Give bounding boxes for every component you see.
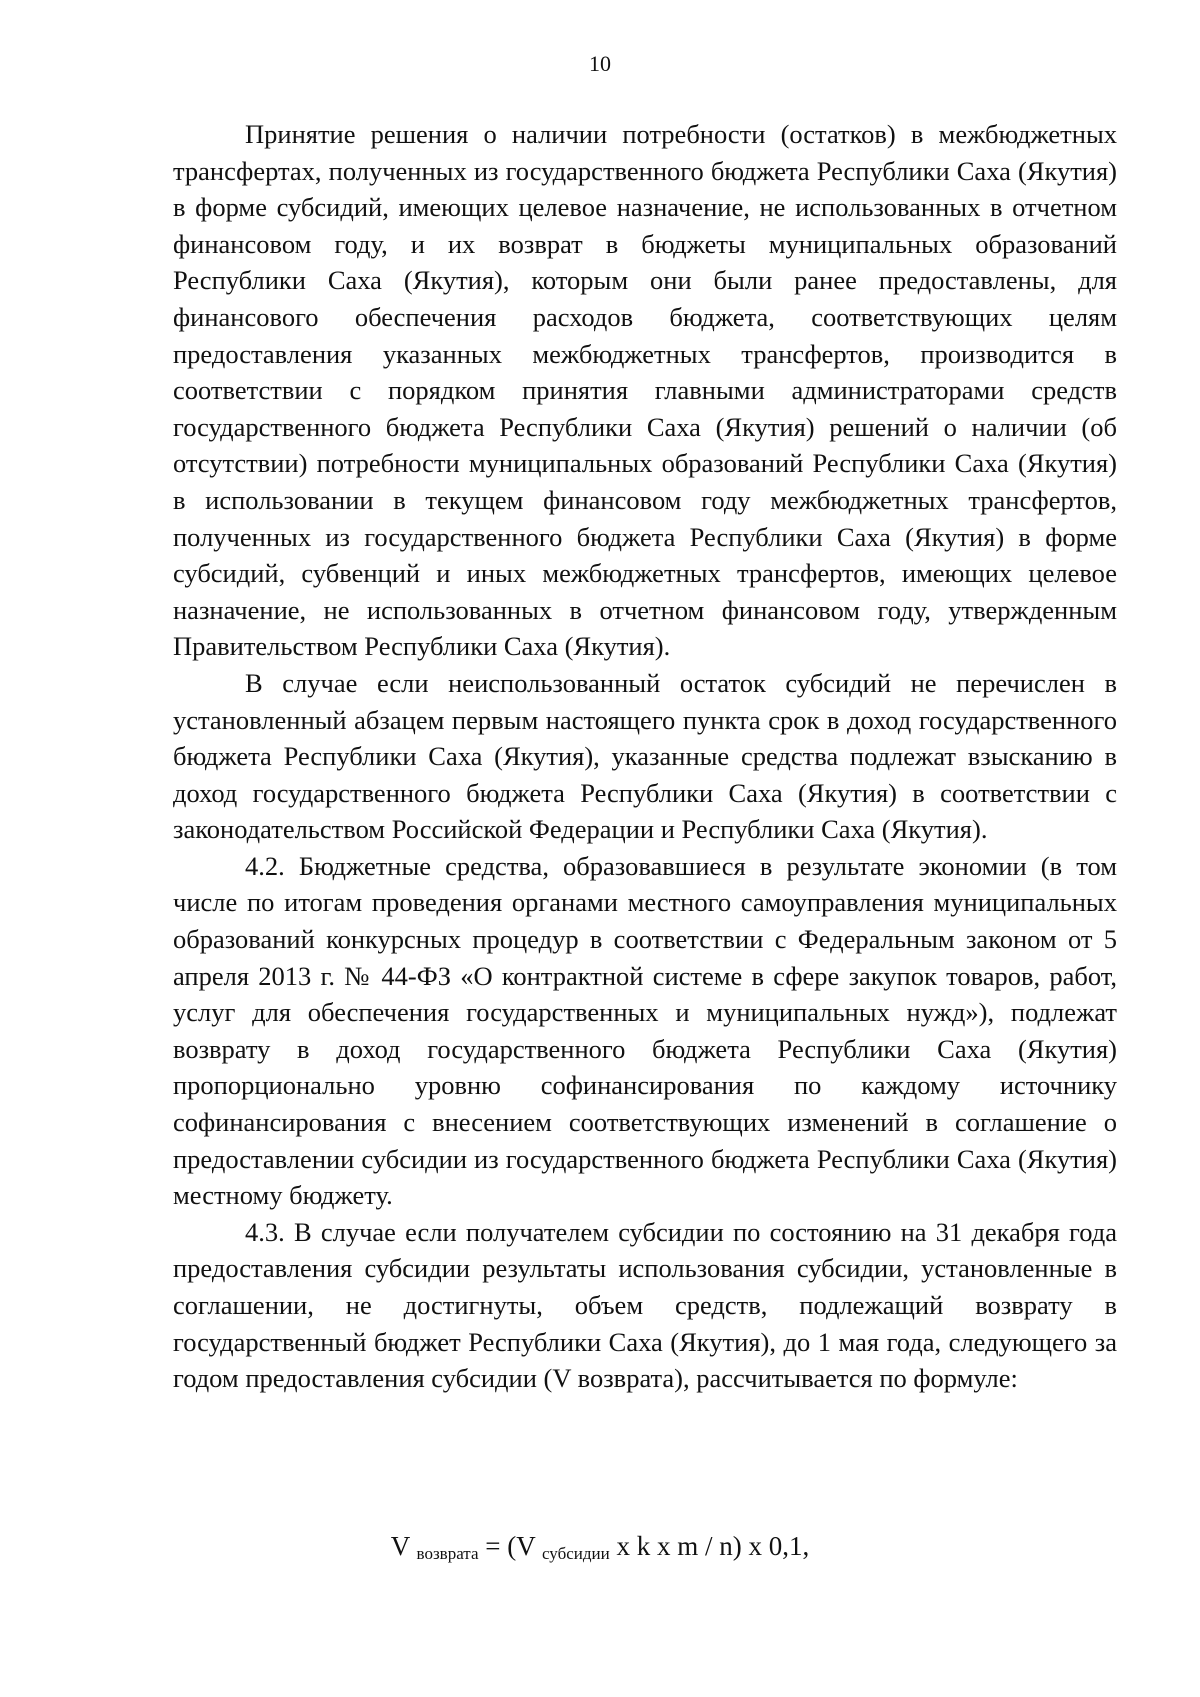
formula-lhs-subscript: возврата [416,1544,479,1563]
document-body [173,116,1117,1397]
formula-lhs-var: V [390,1531,410,1561]
formula-rhs-subscript: субсидии [541,1544,610,1563]
formula-eq-open: = (V [478,1531,536,1561]
paragraph-4-3-return: 4.3. В случае если получателем субсидии по состоянию на 31 декабря года предоставления субсидии результаты использования субсидии, установленные в соглашении, не достигнуты, объем средств, подлежащий возврату в государственный бюджет Республики Саха (Якутия), до 1 мая года, следующего за годом предоставления субсидии (V возврата), рассчитывается по формуле: [173,1216,1117,1394]
formula-rest: x k x m / n) x 0,1, [609,1531,810,1561]
page-number: 10 [589,51,611,76]
paragraph-needs-decision: Принятие решения о наличии потребности (остатков) в межбюджетных трансфертах, полученных из государственного бюджета Республики Саха (Якутия) в форме субсидий, имеющих целевое назначение, не использованных в отчетном финансовом году, и их возврат в бюджеты муниципальных образований Республики Саха (Якутия), которым они были ранее предоставлены, для финансового обеспечения расходов бюджета, соответствующих целям предоставления указанных межбюджетных трансфертов, производится в соответствии с порядком принятия главными администраторами средств государственного бюджета Республики Саха (Якутия) решений о наличии (об отсутствии) потребности муниципальных образований Республики Саха (Якутия) в использовании в текущем финансовом году межбюджетных трансфертов, полученных из государственного бюджета Республики Саха (Якутия) в форме субсидий, субвенций и иных межбюджетных трансфертов, имеющих целевое назначение, не использованных в отчетном финансовом году, утвержденным Правительством Республики Саха (Якутия). [173,119,1117,662]
paragraph-recovery: В случае если неиспользованный остаток субсидий не перечислен в установленный абзацем первым настоящего пункта срок в доход государственного бюджета Республики Саха (Якутия), указанные средства подлежат взысканию в доход государственного бюджета Республики Саха (Якутия) в соответствии с законодательством Российской Федерации и Республики Саха (Якутия). [173,667,1117,845]
return-formula [0,1528,1200,1572]
paragraph-4-2-savings: 4.2. Бюджетные средства, образовавшиеся в результате экономии (в том числе по итогам проведения органами местного самоуправления муниципальных образований конкурсных процедур в соответствии с Федеральным законом от 5 апреля 2013 г. № 44-ФЗ «О контрактной системе в сфере закупок товаров, работ, услуг для обеспечения государственных и муниципальных нужд»), подлежат возврату в доход государственного бюджета Республики Саха (Якутия) пропорционально уровню софинансирования по каждому источнику софинансирования с внесением соответствующих изменений в соглашение о предоставлении субсидии из государственного бюджета Республики Саха (Якутия) местному бюджету. [173,850,1117,1211]
